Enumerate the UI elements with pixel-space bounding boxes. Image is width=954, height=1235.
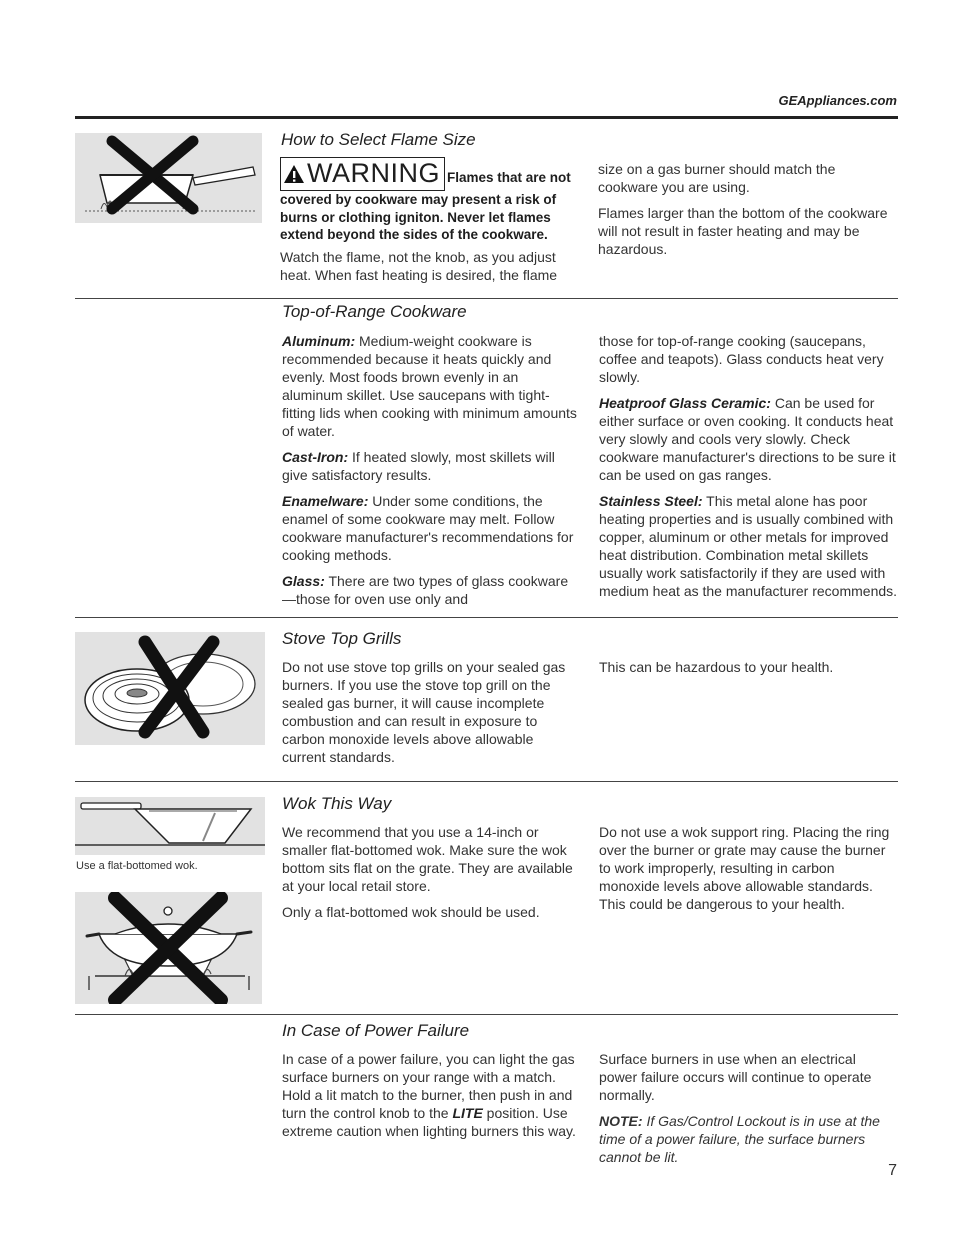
cookware-left-column [282,332,580,616]
cast-iron-label: Cast-Iron: [282,449,349,465]
glass-label: Glass: [282,573,325,589]
grills-left-column [282,658,580,774]
warning-block [280,157,580,244]
stainless-text: This metal alone has poor heating properties and is usually combined with copper, aluminum or other metals for improved heat distribution. Combination metal skillets usually work satisfactorily if they are used with medium heat as the manufacturer recommends. [599,493,898,599]
wok-right-column [599,823,897,921]
power-text-b: position. Use extreme caution when lighting burners this way. [282,1105,576,1139]
flame-right-paragraph-2: Flames larger than the bottom of the cookware will not result in faster heating and may be hazardous. [598,205,888,257]
power-left-paragraph [282,1050,580,1140]
flame-size-illustration [75,133,262,223]
warning-badge [280,157,445,191]
stainless-label: Stainless Steel: [599,493,703,509]
lite-label: LITE [452,1105,483,1121]
warning-label: WARNING [307,158,440,188]
top-rule [75,116,898,119]
enamelware-text: Under some conditions, the enamel of some cookware may melt. Follow cookware manufacturer's recommendations for cooking methods. [282,493,574,563]
cast-iron-paragraph [282,448,580,484]
power-right-column [599,1050,897,1174]
flame-section-title: How to Select Flame Size [281,130,476,149]
wok-left-paragraph-2: Only a flat-bottomed wok should be used. [282,904,540,920]
note-label: NOTE: [599,1113,643,1129]
flame-left-column [280,157,580,292]
grills-left-paragraph: Do not use stove top grills on your sealed gas burners. If you use the stove top grill on the sealed gas burner, it will cause incomplete combustion and can result in exposure to carbon monoxide levels above allowable current standards. [282,659,566,765]
enamelware-label: Enamelware: [282,493,369,509]
aluminum-label: Aluminum: [282,333,356,349]
section-divider [75,617,898,618]
power-section-title: In Case of Power Failure [282,1021,470,1040]
stainless-paragraph [599,492,898,600]
flame-left-paragraph: Watch the flame, not the knob, as you adjust heat. When fast heating is desired, the flame [280,248,558,283]
site-url: GEAppliances.com [778,93,897,108]
wok-left-paragraph-1: We recommend that you use a 14-inch or smaller flat-bottomed wok. Make sure the wok bottom sits flat on the grate. They are available at your local retail store. [282,824,573,894]
power-text-a: In case of a power failure, you can light the gas surface burners on your range with a match. Hold a lit match to the burner, then push in and turn the control knob to the [282,1051,575,1121]
heatproof-label: Heatproof Glass Ceramic: [599,395,771,411]
wok-ring-illustration [75,892,262,1004]
glass-text: There are two types of glass cookware—those for oven use only and [282,573,569,607]
page-number: 7 [888,1162,897,1179]
wok-caption: Use a flat-bottomed wok. [76,860,198,872]
grills-section-title: Stove Top Grills [282,629,402,648]
power-left-column [282,1050,580,1148]
section-divider [75,781,898,782]
wok-left-column [282,823,580,929]
heatproof-paragraph [599,394,898,484]
cookware-section-title: Top-of-Range Cookware [282,302,467,321]
aluminum-paragraph [282,332,580,440]
wok-right-paragraph: Do not use a wok support ring. Placing the ring over the burner or grate may cause the burner to work improperly, resulting in carbon monoxide levels above allowable standards. This could be dangerous to your health. [599,824,890,912]
stove-top-grill-illustration [75,632,265,745]
flame-right-paragraph-1: size on a gas burner should match the cookware you are using. [598,161,836,195]
power-right-paragraph: Surface burners in use when an electrical power failure occurs will continue to operate normally. [599,1051,872,1103]
wok-section-title: Wok This Way [282,794,392,813]
power-note [599,1112,897,1166]
section-divider [75,298,898,299]
glass-paragraph [282,572,580,608]
enamelware-paragraph [282,492,580,564]
section-divider [75,1014,898,1015]
grills-right-paragraph: This can be hazardous to your health. [599,659,834,675]
flat-bottomed-wok-illustration [75,797,265,855]
cast-iron-text: If heated slowly, most skillets will give satisfactory results. [282,449,555,483]
aluminum-text: Medium-weight cookware is recommended because it heats quickly and evenly. Most foods brown evenly in an aluminum skillet. Use saucepans with tight-fitting lids when cooking with minimum amounts of water. [282,333,577,439]
warning-triangle-icon [283,160,305,190]
cookware-right-column [599,332,898,608]
grills-right-column [599,658,897,684]
warning-text: Flames that are not covered by cookware may present a risk of burns or clothing igniton. Never let flames extend beyond the sides of the cookware. [280,170,571,242]
heatproof-text: Can be used for either surface or oven cooking. It conducts heat very slowly and cools very slowly. Check cookware manufacturer's directions to be sure it can be used on gas ranges. [599,395,896,483]
flame-right-column [598,160,896,266]
note-text: If Gas/Control Lockout is in use at the time of a power failure, the surface burners cannot be lit. [599,1113,880,1165]
glass-continued-paragraph: those for top-of-range cooking (saucepans, coffee and teapots). Glass conducts heat very slowly. [599,333,884,385]
